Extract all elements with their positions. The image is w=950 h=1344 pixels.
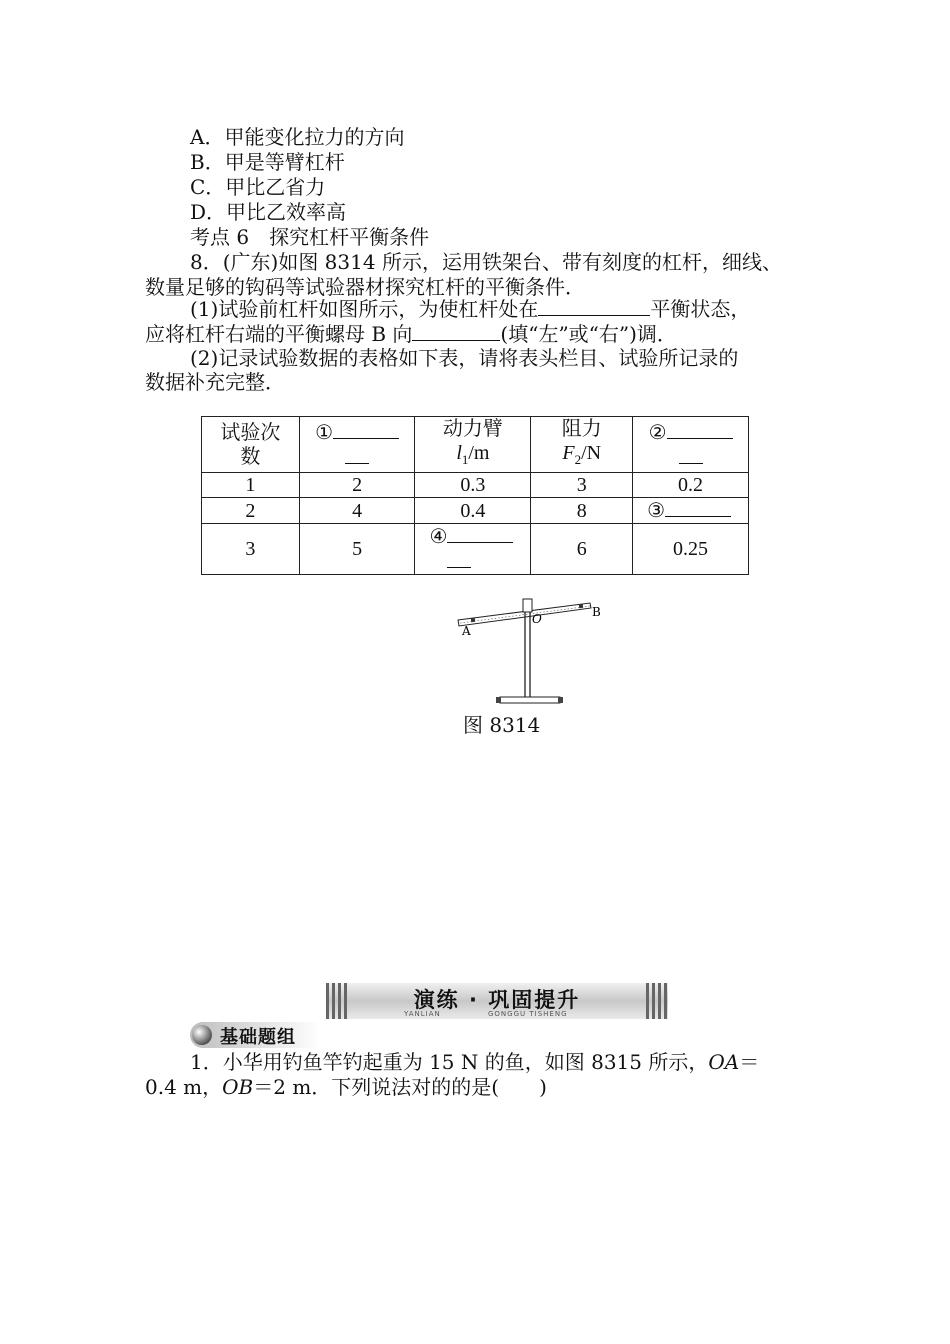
table-header-row xyxy=(202,417,749,473)
circled-number-3: ③ xyxy=(647,500,666,522)
q8-part2: (2)记录试验数据的表格如下表，请将表头栏目、试验所记录的 xyxy=(190,346,739,370)
table-row: 1 2 0.3 3 0.2 xyxy=(202,473,749,498)
q8-part1-cont xyxy=(145,322,677,346)
header-resistance: 阻力 $F_2/N$ xyxy=(531,417,633,473)
circled-number-4: ④ xyxy=(429,526,448,548)
q8-line2: 数量足够的钩码等试验器材探究杠杆的平衡条件． xyxy=(145,275,585,299)
q8-part1-text-a: (1)试验前杠杆如图所示，为使杠杆处在 xyxy=(190,297,539,321)
header-blank-1[interactable] xyxy=(299,417,415,473)
banner-title: 演练 · 巩固提升 xyxy=(413,988,581,1012)
q8-part1-text-b: 平衡状态， xyxy=(650,297,751,321)
header-trial-number: 试验次 数 xyxy=(202,417,300,473)
table-blank-4[interactable] xyxy=(415,524,531,575)
option-b: B．甲是等臂杠杆 xyxy=(190,150,345,174)
q8-part1 xyxy=(190,297,750,321)
section-tag xyxy=(190,1022,320,1048)
label-a: A xyxy=(462,624,471,638)
q1-line2: 0.4 m，OB＝2 m．下列说法对的的是( ) xyxy=(145,1075,547,1099)
option-c: C．甲比乙省力 xyxy=(190,175,326,199)
header-blank-2[interactable] xyxy=(633,417,749,473)
header-power-arm: 动力臂 $l_1/m$ xyxy=(415,417,531,473)
q8-part1-text-c: 应将杠杆右端的平衡螺母 B 向 xyxy=(145,322,413,346)
answer-blank[interactable] xyxy=(412,322,500,341)
banner-pinyin-right: GONGGU TISHENG xyxy=(488,1010,568,1018)
label-o: O xyxy=(532,612,542,626)
label-b: B xyxy=(592,605,601,619)
lever-figure xyxy=(450,595,610,710)
section-tag-label: 基础题组 xyxy=(220,1027,296,1048)
table-row: 2 4 0.4 8 ③ xyxy=(202,498,749,524)
answer-blank[interactable] xyxy=(538,297,650,316)
figure-caption: 图 8314 xyxy=(463,713,541,737)
circled-number-2: ② xyxy=(648,421,667,444)
table-row: 3 5 ④ 6 0.25 xyxy=(202,524,749,575)
option-d: D．甲比乙效率高 xyxy=(190,200,347,224)
practice-banner xyxy=(326,983,668,1019)
table-blank-3[interactable] xyxy=(633,498,749,524)
q8-part1-text-d: (填“左”或“右”)调． xyxy=(500,322,677,346)
circled-number-1: ① xyxy=(315,421,334,444)
q8-part2-cont: 数据补充完整． xyxy=(145,370,285,394)
banner-pinyin-left: YANLIAN xyxy=(404,1010,441,1018)
q1-line1: 1．小华用钓鱼竿钓起重为 15 N 的鱼，如图 8315 所示，OA＝ xyxy=(190,1050,760,1074)
q8-line1: 8．(广东)如图 8314 所示，运用铁架台、带有刻度的杠杆，细线、 xyxy=(190,250,782,274)
section-heading: 考点 6 探究杠杆平衡条件 xyxy=(190,225,430,249)
option-a: A．甲能变化拉力的方向 xyxy=(190,125,405,149)
ball-icon xyxy=(192,1025,212,1045)
data-table xyxy=(201,416,749,575)
